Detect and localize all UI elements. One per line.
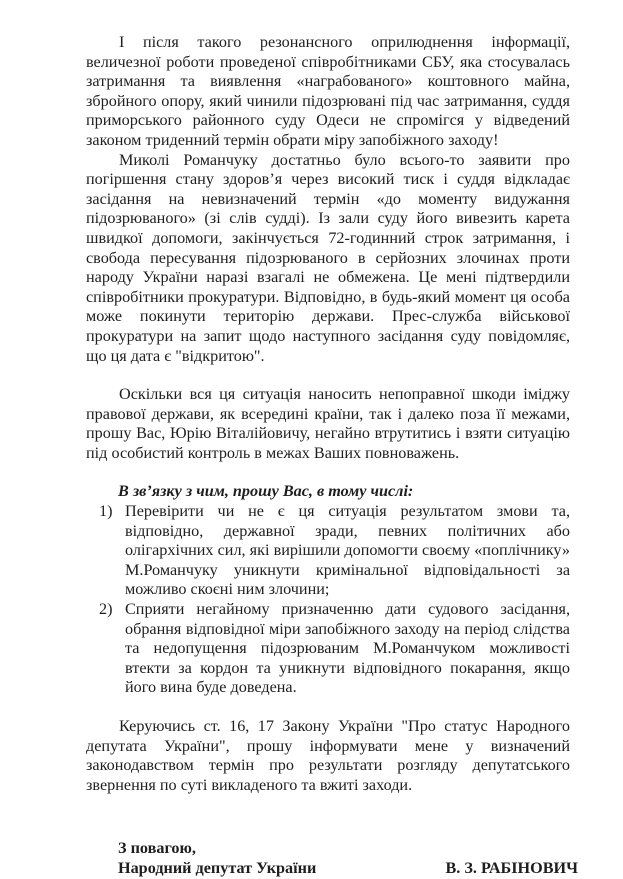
spacer	[86, 698, 570, 717]
spacer	[86, 463, 570, 482]
signature-position: Народний депутат України	[118, 858, 317, 877]
paragraph-1: І після такого резонансного оприлюднення інформації, величезної роботи проведеної співробітниками СБУ, яка стосувалась затримання та виявлення «награбованого» коштовного майна, збройного опору, який чинили підозрювані під час затримання, суддя приморського районного суду Одеси не спромігся у відведений законом триденний термін обрати міру запобіжного заходу!	[86, 33, 570, 149]
signature-block	[86, 839, 578, 878]
request-item-1	[86, 502, 570, 600]
request-number: 2)	[99, 600, 113, 619]
request-item-2	[86, 600, 570, 698]
spacer	[86, 366, 570, 385]
request-text: Сприяти негайному призначенню дати судового засідання, обрання відповідної міри запобіжного заходу на період слідства та недопущення підозрюваним М.Романчуком можливості втекти за кордон та уникнути відповідного покарання, якщо його вина буде доведена.	[125, 600, 570, 697]
signature-greeting: З повагою,	[118, 839, 196, 858]
requests-list	[86, 502, 570, 698]
document-page	[86, 33, 578, 879]
signature-name: В. З. РАБІНОВИЧ	[445, 858, 578, 877]
paragraph-2: Миколі Романчуку достатньо було всього-то заявити про погіршення стану здоров’я через високий тиск і суддя відкладає засідання на невизначений термін «до моменту видужання підозрюваного» (зі слів судді). Із зали суду його вивезить карета швидкої допомоги, закінчується 72-годинний строк затримання, і свобода пересування підозрюваного в серйозних злочинах проти народу України наразі взагалі не обмежена. Це мені підтвердили співробітники прокуратури. Відповідно, в будь-який момент ця особа може покинути територію держави. Прес-служба військової прокуратури на запит щодо наступного засідання суду повідомляє, що ця дата є "відкритою".	[86, 150, 570, 365]
request-number: 1)	[99, 502, 113, 521]
requests-heading: В зв’язку з чим, прошу Вас, в тому числі:	[118, 482, 414, 501]
paragraph-3: Оскільки вся ця ситуація наносить непоправної шкоди іміджу правової держави, як всередині країни, так і далеко поза її межами, прошу Вас, Юрію Віталійовичу, негайно втрутитись і взяти ситуацію під особистий контроль в межах Ваших повноважень.	[86, 385, 570, 462]
closing-paragraph: Керуючись ст. 16, 17 Закону України "Про статус Народного депутата України", прошу інформувати мене у визначений законодавством термін про результати розгляду депутатського звернення по суті викладеного та вжиті заходи.	[86, 717, 570, 794]
request-text: Перевірити чи не є ця ситуація результатом змови та, відповідно, державної зради, певних політичних або олігархічних сил, які вирішили допомогти своєму «поплічнику» М.Романчуку уникнути кримінальної відповідальності за можливо скоєні ним злочини;	[125, 502, 570, 599]
